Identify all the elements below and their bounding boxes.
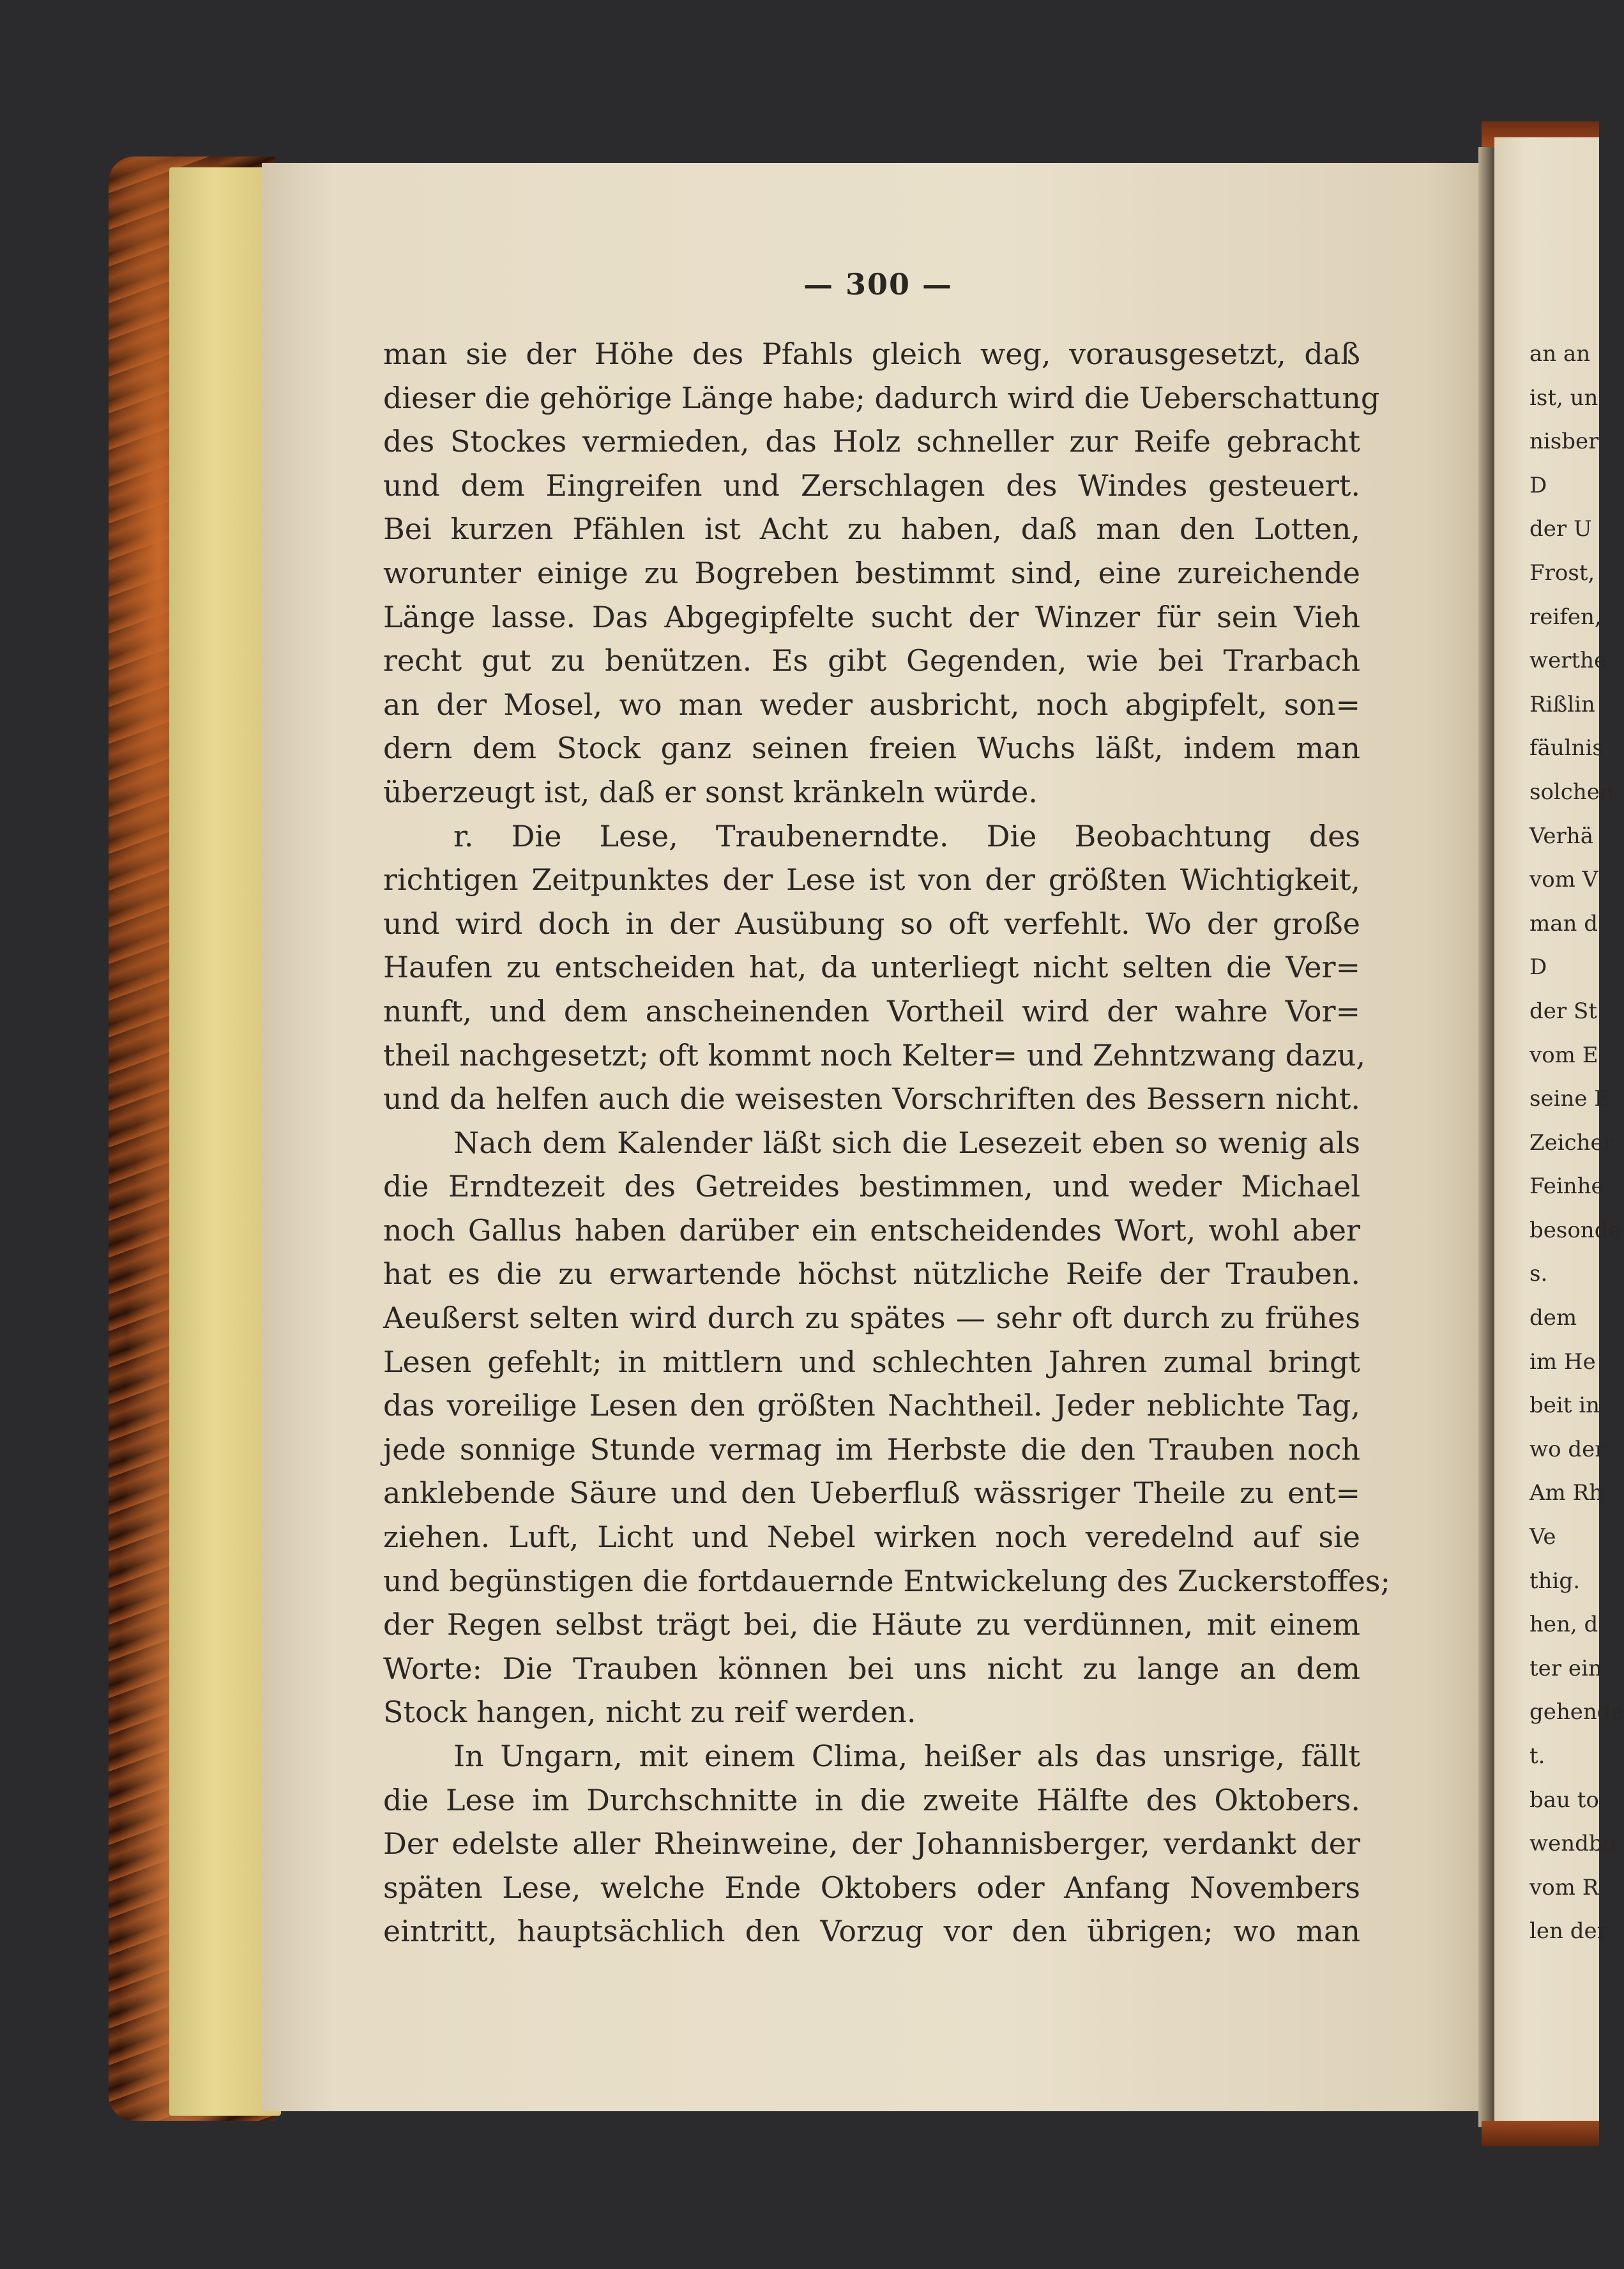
text-line: Haufen zu entscheiden hat, da unterliegt nicht selten die Ver= — [383, 950, 1360, 985]
text-line: Worte: Die Trauben können bei uns nicht zu lange an dem — [383, 1651, 1360, 1686]
facing-line: Ve — [1529, 1524, 1556, 1550]
text-line: worunter einige zu Bogreben bestimmt sind, eine zureichende — [383, 555, 1360, 590]
text-line: jede sonnige Stunde vermag im Herbste die den Trauben noch — [383, 1432, 1360, 1467]
facing-line: Rißlin — [1529, 691, 1595, 717]
facing-line: Zeicher — [1529, 1129, 1614, 1156]
text-line: an der Mosel, wo man weder ausbricht, noch abgipfelt, son= — [383, 687, 1360, 722]
text-line: eintritt, hauptsächlich den Vorzug vor den übrigen; wo man — [383, 1914, 1360, 1949]
facing-line: t. — [1529, 1743, 1545, 1769]
page-number: — 300 — — [803, 267, 953, 302]
facing-line: der St — [1529, 998, 1597, 1024]
facing-line: hen, d — [1529, 1612, 1598, 1638]
text-line: Länge lasse. Das Abgegipfelte sucht der Winzer für sein Vieh — [383, 599, 1360, 634]
facing-line: ter ein — [1529, 1655, 1602, 1681]
facing-line: Feinhe — [1529, 1173, 1604, 1200]
text-line: und da helfen auch die weisesten Vorschriften des Bessern nicht. — [383, 1081, 1360, 1117]
facing-line: reifen, — [1529, 604, 1602, 630]
facing-line: im He — [1529, 1348, 1596, 1375]
text-line: Der edelste aller Rheinweine, der Johannisberger, verdankt der — [383, 1826, 1360, 1861]
facing-line: D — [1529, 954, 1547, 981]
facing-line: besonde — [1529, 1217, 1621, 1243]
facing-line: len der — [1529, 1918, 1607, 1944]
text-line: die Lese im Durchschnitte in die zweite Hälfte des Oktobers. — [383, 1782, 1360, 1817]
facing-line: ist, un — [1529, 385, 1598, 411]
page-body-text — [383, 332, 1391, 1953]
facing-line: nisber — [1529, 429, 1599, 455]
facing-line: der U — [1529, 516, 1592, 542]
text-line: und dem Eingreifen und Zerschlagen des Windes gesteuert. — [383, 468, 1360, 503]
text-line: man sie der Höhe des Pfahls gleich weg, vorausgesetzt, daß — [383, 337, 1360, 371]
facing-line: dem — [1529, 1305, 1577, 1331]
text-line: In Ungarn, mit einem Clima, heißer als das unsrige, fällt — [453, 1739, 1360, 1773]
text-line: recht gut zu benützen. Es gibt Gegenden, wie bei Trarbach — [383, 643, 1360, 678]
text-line: das voreilige Lesen den größten Nachtheil. Jeder neblichte Tag, — [383, 1388, 1360, 1423]
text-line: ziehen. Luft, Licht und Nebel wirken noch veredelnd auf sie — [383, 1520, 1360, 1555]
facing-line: solchen — [1529, 779, 1614, 805]
text-line: die Erndtezeit des Getreides bestimmen, und weder Michael — [383, 1169, 1360, 1204]
facing-line: man d — [1529, 910, 1598, 936]
facing-line: beit in — [1529, 1393, 1600, 1419]
text-line: dern dem Stock ganz seinen freien Wuchs läßt, indem man — [383, 731, 1360, 766]
text-line: Lesen gefehlt; in mittlern und schlechten Jahren zumal bringt — [383, 1344, 1360, 1379]
text-line: und wird doch in der Ausübung so oft verfehlt. Wo der große — [383, 906, 1360, 941]
facing-line: D — [1529, 472, 1547, 498]
facing-line: Am Rh — [1529, 1480, 1604, 1506]
facing-line: Frost, — [1529, 560, 1595, 586]
text-line: späten Lese, welche Ende Oktobers oder Anfang Novembers — [383, 1870, 1360, 1905]
text-line: anklebende Säure und den Ueberfluß wässriger Theile zu ent= — [383, 1476, 1360, 1511]
text-line: nunft, und dem anscheinenden Vortheil wird der wahre Vor= — [383, 993, 1360, 1028]
facing-line: seine E — [1529, 1086, 1611, 1112]
facing-line: vom E — [1529, 1042, 1598, 1068]
facing-line: gehende — [1529, 1699, 1624, 1725]
text-line: hat es die zu erwartende höchst nützliche Reife der Trauben. — [383, 1257, 1360, 1292]
facing-line: wendbo — [1529, 1831, 1616, 1857]
text-line: Aeußerst selten wird durch zu spätes — sehr oft durch zu frühes — [383, 1301, 1360, 1336]
text-line: des Stockes vermieden, das Holz schneller zur Reife gebracht — [383, 424, 1360, 459]
text-line: dieser die gehörige Länge habe; dadurch wird die Ueberschattung — [383, 380, 1380, 415]
text-line: überzeugt ist, daß er sonst kränkeln würde. — [383, 774, 1038, 809]
facing-line: vom R — [1529, 1874, 1599, 1900]
text-line: Stock hangen, nicht zu reif werden. — [383, 1695, 916, 1730]
text-line: richtigen Zeitpunktes der Lese ist von der größten Wichtigkeit, — [383, 862, 1360, 898]
facing-line: fäulnis — [1529, 735, 1604, 761]
facing-line: an an — [1529, 341, 1591, 367]
facing-page-text — [1529, 332, 1624, 1953]
text-line: Bei kurzen Pfählen ist Acht zu haben, daß man den Lotten, — [383, 512, 1360, 547]
text-line: Nach dem Kalender läßt sich die Lesezeit eben so wenig als — [453, 1125, 1360, 1160]
facing-line: s. — [1529, 1261, 1548, 1287]
right-cover-edge-bottom — [1482, 2121, 1599, 2146]
text-line: noch Gallus haben darüber ein entscheidendes Wort, wohl aber — [383, 1212, 1360, 1248]
facing-line: Verhä — [1529, 823, 1593, 849]
section-heading-line: r. Die Lese, Traubenerndte. Die Beobachtung des — [453, 818, 1360, 853]
text-line: und begünstigen die fortdauernde Entwickelung des Zuckerstoffes; — [383, 1563, 1391, 1598]
facing-line: bau to — [1529, 1787, 1599, 1813]
text-line: der Regen selbst trägt bei, die Häute zu verdünnen, mit einem — [383, 1607, 1360, 1642]
facing-line: wo der — [1529, 1436, 1605, 1462]
facing-line: thig. — [1529, 1568, 1581, 1594]
facing-line: vom V — [1529, 867, 1598, 893]
text-line: theil nachgesetzt; oft kommt noch Kelter= und Zehntzwang dazu, — [383, 1037, 1365, 1073]
facing-line: werthe — [1529, 648, 1607, 674]
